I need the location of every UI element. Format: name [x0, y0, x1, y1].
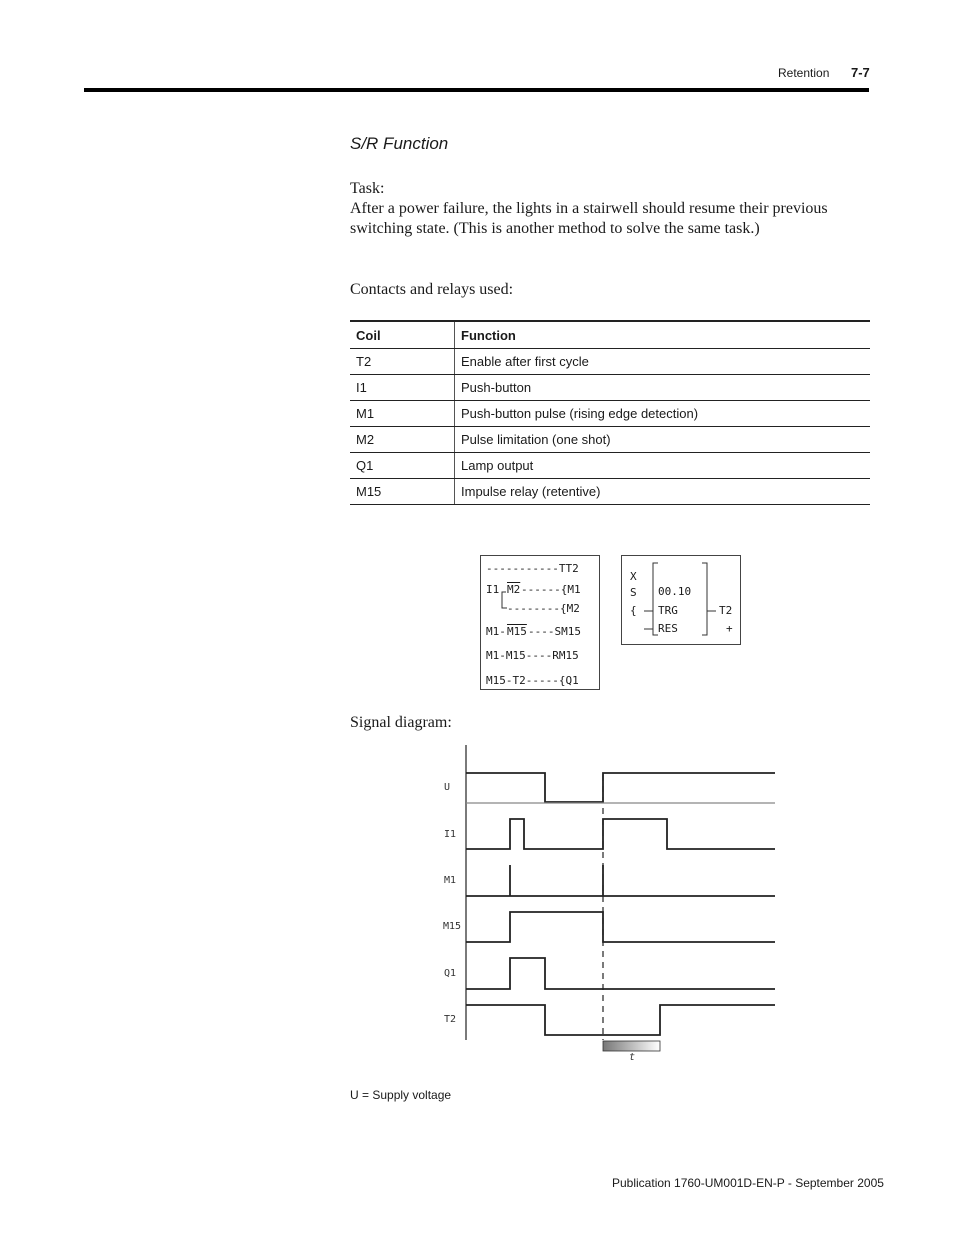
publication-footer: Publication 1760-UM001D-EN-P - September 2005	[612, 1176, 884, 1190]
column-header-coil: Coil	[350, 321, 455, 349]
signal-label-q1: Q1	[444, 968, 457, 979]
ladder-rung-2-contact-i1: I1	[486, 583, 500, 596]
header-rule	[84, 88, 869, 92]
ladder-rung-3: --------{M2	[507, 602, 580, 615]
relay-time-value: 00.10	[658, 585, 692, 598]
coil-cell: M1	[350, 401, 455, 427]
contacts-label: Contacts and relays used:	[350, 281, 514, 298]
timer-relay-diagram	[621, 555, 741, 645]
timer-duration-bar	[603, 1041, 660, 1051]
coil-cell: M2	[350, 427, 455, 453]
ladder-rung-4-contact-m15: M15	[507, 625, 527, 638]
signal-i1-trace	[466, 819, 775, 849]
function-cell: Impulse relay (retentive)	[455, 479, 871, 505]
ladder-rung-6: M15-T2-----{Q1	[486, 674, 579, 687]
relay-bracket-lines	[622, 556, 740, 644]
task-label: Task:	[350, 180, 385, 197]
table-row	[350, 453, 870, 479]
signal-diagram	[420, 740, 780, 1070]
table-row	[350, 401, 870, 427]
time-label: t	[629, 1052, 636, 1063]
page-number: 7-7	[851, 65, 870, 80]
ladder-rung-2-contact-m2: M2	[507, 583, 521, 596]
relay-name: T2	[719, 604, 733, 617]
function-cell: Enable after first cycle	[455, 349, 871, 375]
signal-u-trace	[466, 773, 775, 803]
chapter-title: Retention	[778, 66, 830, 80]
coil-cell: Q1	[350, 453, 455, 479]
column-header-function: Function	[455, 321, 871, 349]
ladder-rung-5: M1-M15----RM15	[486, 649, 579, 662]
relay-trg-input: TRG	[658, 604, 678, 617]
signal-label-i1: I1	[444, 829, 457, 840]
ladder-branch-lines	[481, 556, 599, 689]
ladder-rung-1: -----------TT2	[486, 562, 579, 575]
relay-s-label: S	[630, 586, 637, 599]
signal-m15-trace	[466, 912, 775, 942]
table-row	[350, 479, 870, 505]
table-row	[350, 427, 870, 453]
ladder-rung-4-contact-m1: M1-	[486, 625, 506, 638]
signal-diagram-label: Signal diagram:	[350, 714, 452, 731]
coil-cell: I1	[350, 375, 455, 401]
signal-label-m15: M15	[443, 921, 462, 932]
footnote: U = Supply voltage	[350, 1088, 452, 1102]
relay-plus: +	[726, 622, 733, 635]
table-row	[350, 375, 870, 401]
signal-q1-trace	[466, 958, 775, 989]
ladder-rung-4-coil: ----SM15	[528, 625, 581, 638]
coil-cell: T2	[350, 349, 455, 375]
function-cell: Pulse limitation (one shot)	[455, 427, 871, 453]
coil-table	[350, 320, 870, 505]
signal-m1-trace	[466, 865, 775, 896]
signal-label-t2: T2	[444, 1014, 457, 1025]
table-header-row	[350, 321, 870, 349]
signal-label-u: U	[444, 782, 451, 793]
function-cell: Push-button	[455, 375, 871, 401]
function-cell: Push-button pulse (rising edge detection)	[455, 401, 871, 427]
ladder-rung-2-coil: ------{M1	[521, 583, 581, 596]
page-header	[0, 0, 954, 100]
relay-x-label: X	[630, 570, 637, 583]
relay-res-input: RES	[658, 622, 678, 635]
function-cell: Lamp output	[455, 453, 871, 479]
relay-brace-label: {	[630, 604, 637, 617]
coil-cell: M15	[350, 479, 455, 505]
ladder-diagram	[480, 555, 600, 690]
signal-t2-trace	[466, 1005, 775, 1035]
table-row	[350, 349, 870, 375]
section-title: S/R Function	[350, 134, 449, 153]
task-description: After a power failure, the lights in a stairwell should resume their previous switching state. (This is another method to solve the same task.)	[350, 200, 828, 237]
signal-label-m1: M1	[444, 875, 457, 886]
